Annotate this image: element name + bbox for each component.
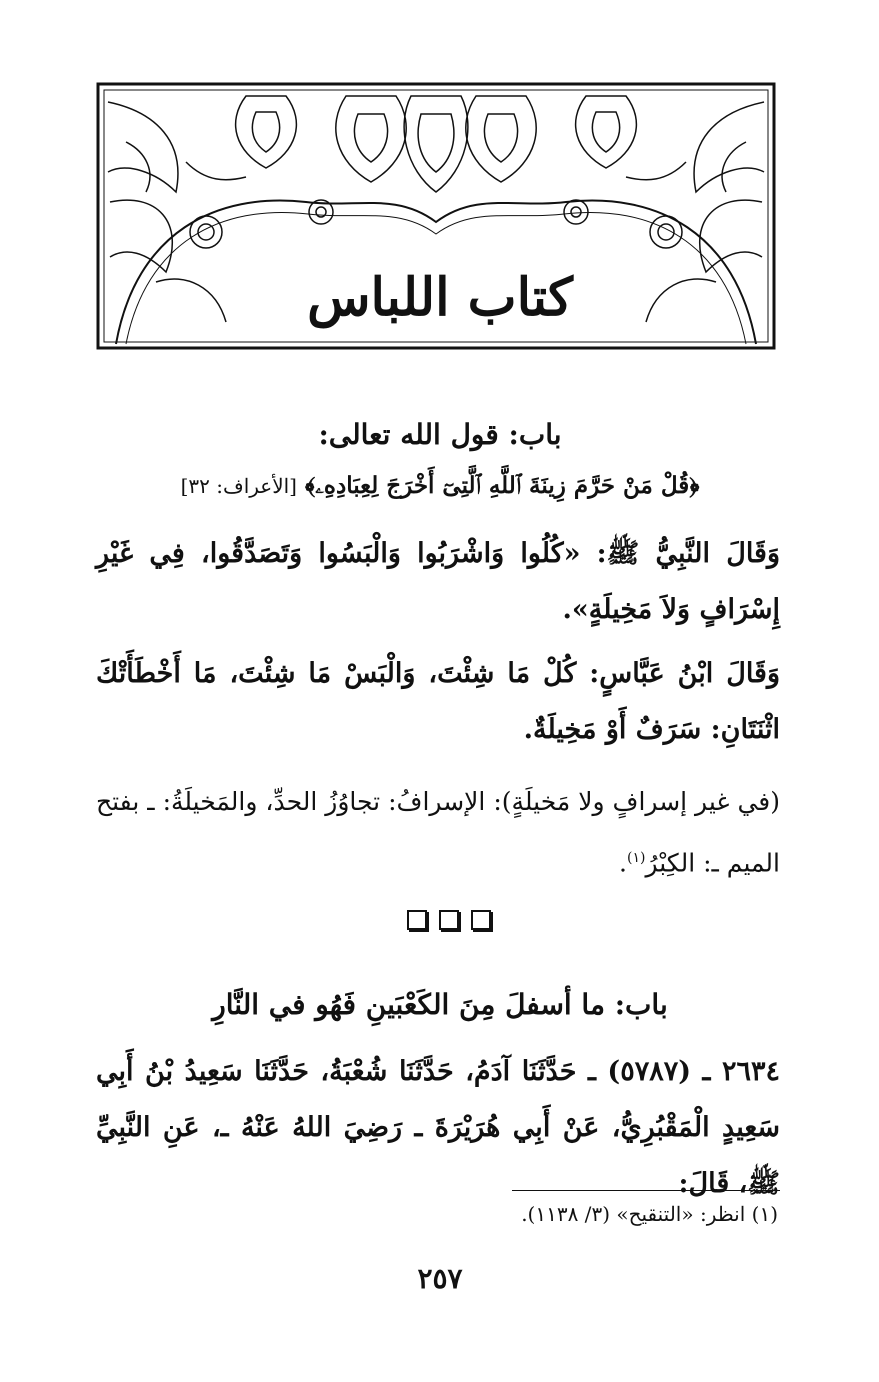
separator-square (471, 910, 491, 930)
chapter-title: قول الله تعالى: (318, 418, 499, 451)
section-separator (404, 910, 494, 936)
chapter-title-2: ما أسفلَ مِنَ الكَعْبَينِ فَهُو في النَّارِ (212, 988, 605, 1021)
quran-verse-line (140, 472, 740, 499)
paragraph-explanation (96, 774, 780, 891)
quran-verse: ﴿قُلْ مَنْ حَرَّمَ زِينَةَ ٱللَّهِ ٱلَّتِىٓ أَخْرَجَ لِعِبَادِهِۦ﴾ (305, 472, 700, 499)
chapter-heading (120, 418, 760, 451)
paragraph-prophet-saying: وَقَالَ النَّبِيُّ ﷺ: «كُلُوا وَاشْرَبُوا وَالْبَسُوا وَتَصَدَّقُوا، فِي غَيْرِ إِسْرَافٍ وَلاَ مَخِيلَةٍ». (96, 538, 780, 625)
book-title: كتاب اللباس (307, 267, 573, 328)
separator-square (407, 910, 427, 930)
verse-reference: [الأعراف: ٣٢] (180, 474, 297, 498)
explanation-end: . (619, 848, 627, 878)
chapter-label-2: باب: (614, 988, 668, 1021)
footnote: (١) انظر: «التنقيح» (٣/ ١١٣٨). (521, 1202, 778, 1226)
separator-square (439, 910, 459, 930)
hadith-text: ٢٦٣٤ ـ (٥٧٨٧) ـ حَدَّثَنَا آدَمُ، حَدَّثَنَا شُعْبَةُ، حَدَّثَنَا سَعِيدُ بْنُ أَبِي سَعِيدٍ الْمَقْبُرِيُّ، عَنْ أَبِي هُرَيْرَةَ ـ رَضِيَ اللهُ عَنْهُ ـ، عَنِ النَّبِيِّ ﷺ، قَالَ: (96, 1056, 780, 1199)
chapter-heading-2 (120, 988, 760, 1021)
page-number: ٢٥٧ (417, 1262, 463, 1295)
paragraph-ibn-abbas: وَقَالَ ابْنُ عَبَّاسٍ: كُلْ مَا شِئْتَ، وَالْبَسْ مَا شِئْتَ، مَا أَخْطَأَتْكَ اثْنَتَانِ: سَرَفٌ أَوْ مَخِيلَةٌ. (96, 658, 780, 745)
chapter-label: باب: (508, 418, 562, 451)
explanation-text: (في غير إسرافٍ ولا مَخيلَةٍ): الإسرافُ: تجاوُزُ الحدِّ، والمَخيلَةُ: ـ بفتح الميم ـ: الكِبْرُ (96, 787, 780, 878)
footnote-marker: (١) (626, 850, 646, 866)
footnote-divider (512, 1190, 780, 1191)
